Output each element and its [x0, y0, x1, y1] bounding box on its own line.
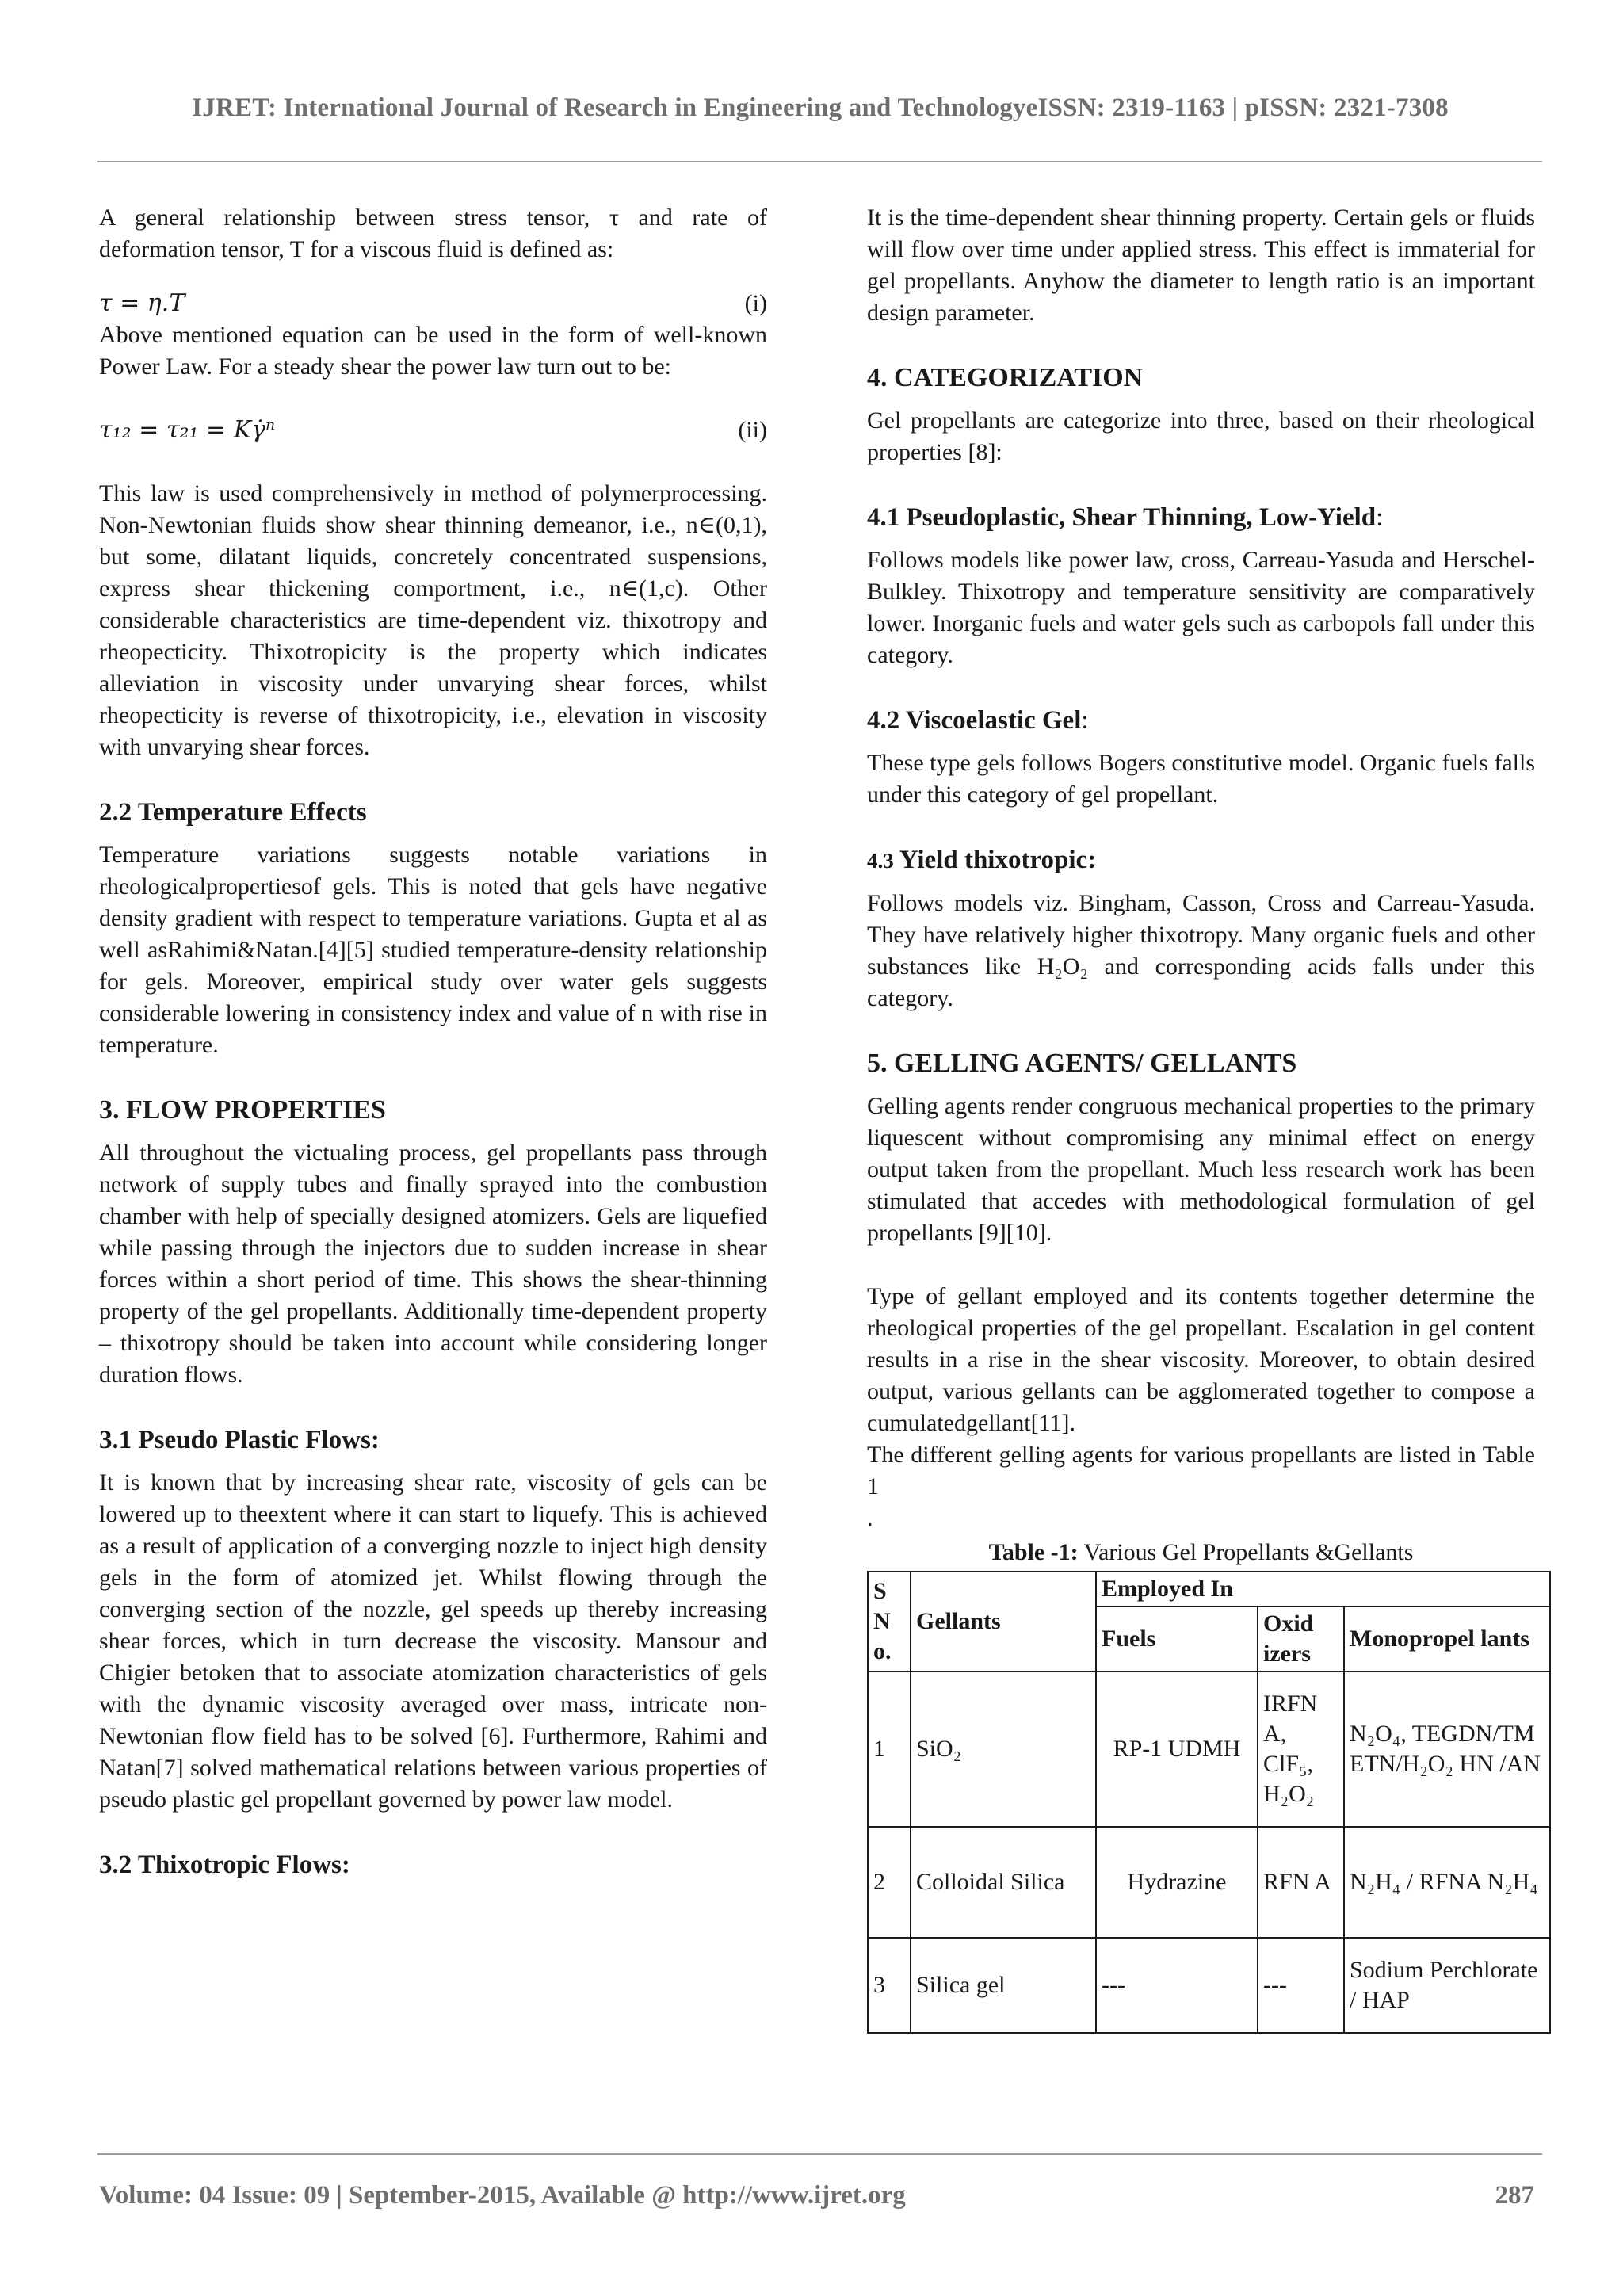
cell-gellant: Silica gel — [911, 1938, 1096, 2033]
paragraph-flow: All throughout the victualing process, gel propellants pass through network of supply tubes and finally sprayed into the combustion chamber with help of specially designed atomizers. Gels are liquefied while passing through the injectors due to sudden increase in shear forces within a short period of time. This shows the shear-thinning property of the gel propellants. Additionally time-dependent property – thixotropy should be taken into account while considering longer duration flows. — [99, 1140, 767, 1388]
footer-divider — [97, 2153, 1542, 2155]
paragraph-yield-thixotropic: Follows models viz. Bingham, Casson, Cross and Carreau-Yasuda. They have relatively higher thixotropy. Many organic fuels and other substances like H₂O₂ and corresponding acids falls under this category. — [867, 890, 1535, 1011]
cell-monopropellants: Sodium Perchlorate / HAP — [1344, 1938, 1550, 2033]
cell-monopropellants: N₂H₄ / RFNA N₂H₄ — [1344, 1827, 1550, 1938]
table-row — [868, 1671, 1550, 1827]
heading-yield-thixotropic-number: 4.3 — [867, 849, 894, 873]
right-column — [867, 202, 1541, 2034]
header-fuels: Fuels — [1096, 1606, 1258, 1671]
heading-yield-thixotropic-text: Yield thixotropic: — [893, 846, 1097, 874]
cell-fuels: --- — [1096, 1938, 1258, 2033]
cell-sno: 3 — [868, 1938, 911, 2033]
table-row — [868, 1938, 1550, 2033]
table-row — [868, 1827, 1550, 1938]
paragraph-pseudo-plastic: It is known that by increasing shear rate, viscosity of gels can be lowered up to theextent where it can start to liquefy. This is achieved as a result of application of a converging nozzle to inject high density gels in the form of atomized jet. Whilst flowing through the converging section of the nozzle, gel speeds up thereby increasing shear forces, which in turn decrease the viscosity. Mansour and Chigier betoken that to associate atomization characteristics of gels with the dynamic viscosity averaged over mass, intricate non-Newtonian flow field has to be solved [6]. Furthermore, Rahimi and Natan[7] solved mathematical relations between various properties of pseudo plastic gel propellant governed by power law model. — [99, 1469, 767, 1813]
header-oxidizers: Oxid izers — [1258, 1606, 1344, 1671]
cell-gellant: SiO₂ — [911, 1671, 1096, 1827]
page-number: 287 — [1495, 2181, 1534, 2210]
footer-volume-info: Volume: 04 Issue: 09 | September-2015, Available @ http://www.ijret.org — [99, 2181, 906, 2210]
cell-sno: 1 — [868, 1671, 911, 1827]
cell-fuels: Hydrazine — [1096, 1827, 1258, 1938]
heading-pseudoplastic-text: 4.1 Pseudoplastic, Shear Thinning, Low-Yield — [867, 503, 1377, 532]
page-header: IJRET: International Journal of Research in Engineering and TechnologyeISSN: 2319-1163 | pISSN: 2321-7308 — [192, 94, 1449, 122]
table-caption-text: Various Gel Propellants &Gellants — [1078, 1539, 1414, 1565]
paragraph-gellant-type: Type of gellant employed and its contents together determine the rheological properties of the gel propellant. Escalation in gel content results in a rise in the shear viscosity. Moreover, to obtain desired output, various gellants can be agglomerated together to compose a cumulatedgellant[11]. — [867, 1283, 1535, 1436]
equation-1-number: (i) — [744, 290, 767, 316]
paragraph-stress-tensor: A general relationship between stress tensor, τ and rate of deformation tensor, T for a viscous fluid is defined as: — [99, 204, 767, 262]
paragraph-viscoelastic: These type gels follows Bogers constitutive model. Organic fuels falls under this category of gel propellant. — [867, 750, 1535, 808]
left-column — [99, 202, 767, 1882]
equation-1-body: τ = η.T — [99, 289, 185, 317]
paragraph-gelling-agents: Gelling agents render congruous mechanical properties to the primary liquescent without compromising any minimal effect on energy output taken from the propellant. Much less research work has been stimulated that accedes with methodological formulation of gel propellants [9][10]. — [867, 1093, 1535, 1246]
cell-fuels: RP-1 UDMH — [1096, 1671, 1258, 1827]
cell-oxidizers: RFN A — [1258, 1827, 1344, 1938]
heading-gelling-agents: 5. GELLING AGENTS/ GELLANTS — [867, 1049, 1297, 1078]
paragraph-polymer-processing: This law is used comprehensively in method of polymerprocessing. Non-Newtonian fluids show shear thinning demeanor, i.e., n∈(0,1), but some, dilatant liquids, concretely concentrated suspensions, express shear thickening comportment, i.e., n∈(1,c). Other considerable characteristics are time-dependent viz. thixotropy and rheopecticity. Thixotropicity is the property which indicates alleviation in viscosity under unvarying shear forces, whilst rheopecticity is reverse of thixotropicity, i.e., elevation in viscosity with unvarying shear forces. — [99, 480, 767, 760]
paragraph-temperature: Temperature variations suggests notable variations in rheologicalpropertiesof gels. This is noted that gels have negative density gradient with respect to temperature variations. Gupta et al as well asRahimi&Natan.[4][5] studied temperature-density relationship for gels. Moreover, empirical study over water gels suggests considerable lowering in consistency index and value of n with rise in temperature. — [99, 842, 767, 1058]
equation-2-body: τ₁₂ = τ₂₁ = Kγ̇ⁿ — [99, 416, 276, 444]
paragraph-thixotropic: It is the time-dependent shear thinning property. Certain gels or fluids will flow over time under applied stress. This effect is immaterial for gel propellants. Anyhow the diameter to length ratio is an important design parameter. — [867, 204, 1535, 326]
paragraph-categorization: Gel propellants are categorize into three, based on their rheological properties [8]: — [867, 407, 1535, 465]
header-monopropellants: Monopropel lants — [1344, 1606, 1550, 1671]
header-divider — [97, 161, 1542, 162]
gellants-table — [867, 1571, 1551, 2034]
header-sno: S N o. — [868, 1572, 911, 1671]
paragraph-table-intro: The different gelling agents for various propellants are listed in Table 1 — [867, 1442, 1535, 1499]
equation-2-number: (ii) — [738, 417, 767, 443]
paragraph-pseudoplastic: Follows models like power law, cross, Carreau-Yasuda and Herschel-Bulkley. Thixotropy and temperature sensitivity are comparatively lower. Inorganic fuels and water gels such as carbopols fall under this category. — [867, 547, 1535, 668]
heading-pseudoplastic — [867, 500, 1535, 535]
cell-monopropellants: N₂O₄, TEGDN/TM ETN/H₂O₂ HN /AN — [1344, 1671, 1550, 1827]
header-gellants: Gellants — [911, 1572, 1096, 1671]
cell-oxidizers: IRFN A, ClF₅, H₂O₂ — [1258, 1671, 1344, 1827]
cell-sno: 2 — [868, 1827, 911, 1938]
heading-pseudoplastic-colon: : — [1376, 503, 1384, 532]
heading-viscoelastic-colon: : — [1081, 706, 1089, 735]
table-header-row — [868, 1572, 1550, 1606]
header-employed-in: Employed In — [1096, 1572, 1550, 1606]
heading-temperature-effects: 2.2 Temperature Effects — [99, 798, 367, 827]
equation-1 — [99, 288, 767, 319]
heading-viscoelastic-text: 4.2 Viscoelastic Gel — [867, 706, 1082, 735]
table-caption — [867, 1538, 1535, 1568]
heading-flow-properties: 3. FLOW PROPERTIES — [99, 1095, 386, 1125]
paragraph-dot: . — [867, 1505, 873, 1531]
cell-oxidizers: --- — [1258, 1938, 1344, 2033]
heading-thixotropic: 3.2 Thixotropic Flows: — [99, 1851, 350, 1879]
cell-gellant: Colloidal Silica — [911, 1827, 1096, 1938]
heading-yield-thixotropic — [867, 842, 1535, 878]
equation-2 — [99, 415, 767, 446]
heading-categorization: 4. CATEGORIZATION — [867, 363, 1144, 392]
heading-pseudo-plastic: 3.1 Pseudo Plastic Flows: — [99, 1426, 380, 1454]
heading-viscoelastic — [867, 703, 1535, 738]
paragraph-power-law: Above mentioned equation can be used in the form of well-known Power Law. For a steady shear the power law turn out to be: — [99, 322, 767, 380]
table-caption-label: Table -1: — [988, 1539, 1079, 1565]
